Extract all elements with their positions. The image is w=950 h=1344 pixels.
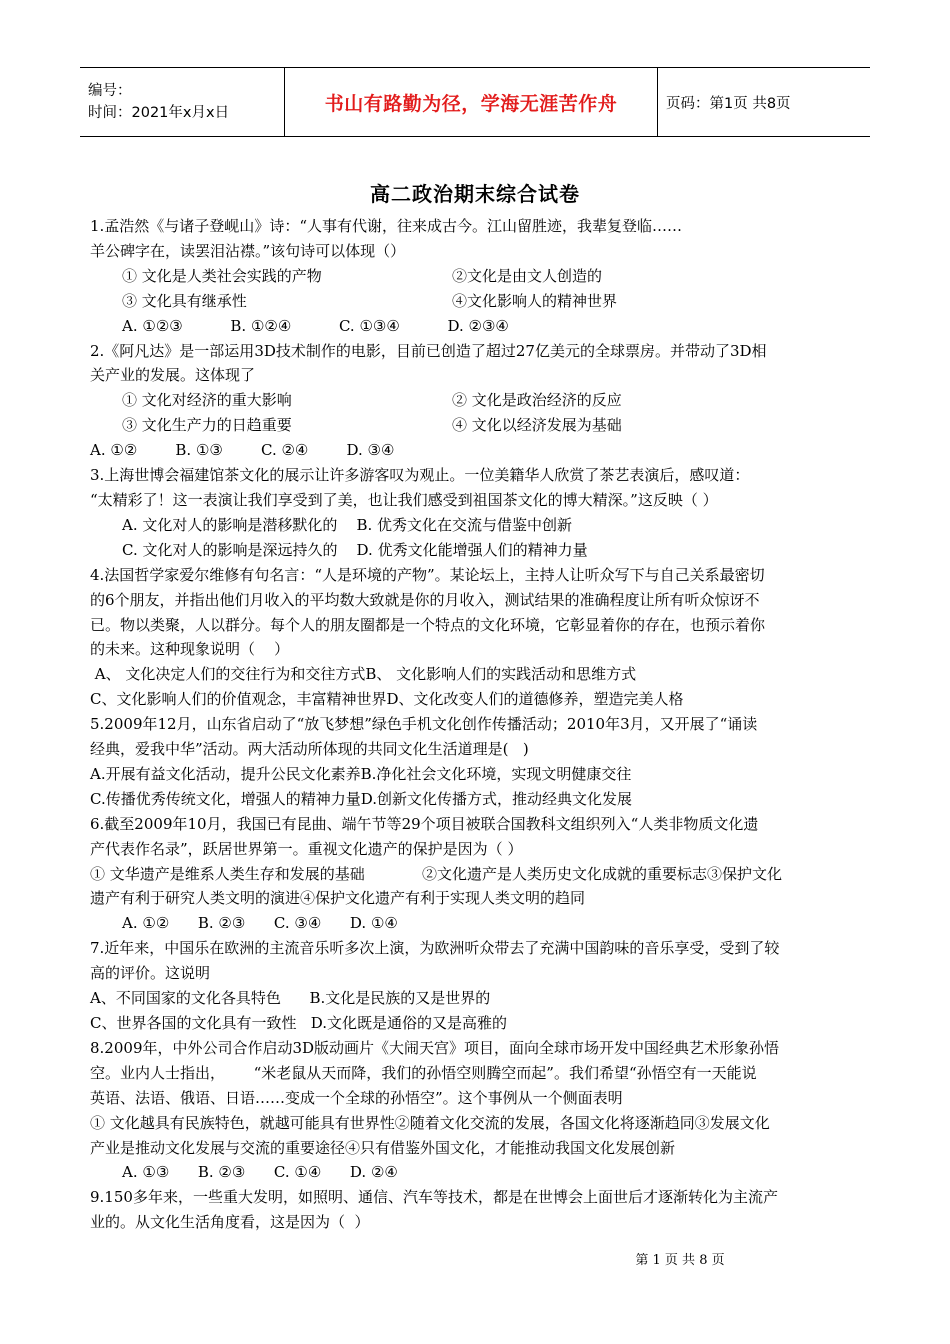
q1-option-4: ④文化影响人的精神世界	[452, 291, 618, 310]
q8-answers: A. ①③ B. ②③ C. ①④ D. ②④	[122, 1163, 398, 1182]
q7-options-ab: A、不同国家的文化各具特色 B.文化是民族的又是世界的	[90, 989, 491, 1008]
q2-option-2: ② 文化是政治经济的反应	[452, 391, 622, 410]
q2-options-row-1	[90, 388, 870, 413]
q8-stem-line-1: 8.2009年，中外公司合作启动3D版动画片《大闹天宫》项目，面向全球市场开发中国经典艺术形象孙悟	[90, 1038, 780, 1057]
q5-options-ab: A.开展有益文化活动，提升公民文化素养B.净化社会文化环境，实现文明健康交往	[90, 764, 632, 783]
document-title: 高二政治期末综合试卷	[370, 182, 580, 206]
q1-option-3: ③ 文化具有继承性	[122, 291, 247, 310]
q2-option-4: ④ 文化以经济发展为基础	[452, 416, 622, 435]
page-footer: 第 1 页 共 8 页	[635, 1253, 725, 1268]
time-label: 时间：2021年x月x日	[88, 105, 230, 121]
q4-stem-line-4: 的未来。这种现象说明（ ）	[90, 640, 290, 659]
q9-stem-line-1: 9.150多年来，一些重大发明，如照明、通信、汽车等技术，都是在世博会上面世后才逐渐转化为主流产	[90, 1188, 778, 1207]
q3-options-ab: A. 文化对人的影响是潜移默化的 B. 优秀文化在交流与借鉴中创新	[122, 515, 573, 534]
q2-stem-line-2: 关产业的发展。这体现了	[90, 366, 256, 385]
q1-answers: A. ①②③ B. ①②④ C. ①③④ D. ②③④	[122, 316, 509, 335]
q1-options-row-2	[90, 289, 870, 314]
q3-stem-line-2: “太精彩了！这一表演让我们享受到了美，也让我们感受到祖国茶文化的博大精深。”这反映（ ）	[90, 490, 718, 509]
q4-stem-line-2: 的6个朋友，并指出他们月收入的平均数大致就是你的月收入，测试结果的准确程度让所有听众惊讶不	[90, 590, 760, 609]
number-label: 编号：	[88, 83, 132, 99]
q8-options-line-2: 产业是推动文化发展与交流的重要途径④只有借鉴外国文化，才能推动我国文化发展创新	[90, 1138, 676, 1157]
q8-stem-line-3: 英语、法语、俄语、日语……变成一个全球的孙悟空”。这个事例从一个侧面表明	[90, 1088, 623, 1107]
q4-stem-line-1: 4.法国哲学家爱尔维修有句名言：“人是环境的产物”。某论坛上，主持人让听众写下与自己关系最密切	[90, 565, 765, 584]
q5-stem-line-2: 经典，爱我中华”活动。两大活动所体现的共同文化生活道理是( )	[90, 740, 529, 759]
q6-stem-line-1: 6.截至2009年10月，我国已有昆曲、端午节等29个项目被联合国教科文组织列入“人类非物质文化遗	[90, 814, 759, 833]
q1-option-1: ① 文化是人类社会实践的产物	[122, 266, 322, 285]
q3-options-cd: C. 文化对人的影响是深远持久的 D. 优秀文化能增强人们的精神力量	[122, 540, 588, 559]
q7-options-cd: C、世界各国的文化具有一致性 D.文化既是通俗的又是高雅的	[90, 1014, 508, 1032]
q4-options-ab: A、 文化决定人们的交往行为和交往方式B、 文化影响人们的实践活动和思维方式	[90, 665, 637, 684]
q4-stem-line-3: 已。物以类聚，人以群分。每个人的朋友圈都是一个特点的文化环境，它彰显着你的存在，也预示着你	[90, 615, 766, 634]
q2-option-1: ① 文化对经济的重大影响	[122, 391, 292, 410]
q6-options-line-1: ① 文华遗产是维系人类生存和发展的基础 ②文化遗产是人类历史文化成就的重要标志③保护文化	[90, 864, 782, 883]
q2-option-3: ③ 文化生产力的日趋重要	[122, 416, 292, 435]
q7-stem-line-2: 高的评价。这说明	[90, 964, 211, 983]
q1-stem-line-2: 羊公碑字在，读罢泪沾襟。”该句诗可以体现（）	[90, 241, 406, 260]
q9-stem-line-2: 业的。从文化生活角度看，这是因为（ ）	[90, 1213, 370, 1232]
q8-options-line-1: ① 文化越具有民族特色，就越可能具有世界性②随着文化交流的发展，各国文化将逐渐趋同③发展文化	[90, 1113, 770, 1132]
q2-options-row-2	[90, 413, 870, 438]
q2-stem-line-1: 2.《阿凡达》是一部运用3D技术制作的电影，目前已创造了超过27亿美元的全球票房。并带动了3D相	[90, 341, 767, 360]
q6-stem-line-2: 产代表作名录”，跃居世界第一。重视文化遗产的保护是因为（ ）	[90, 839, 523, 858]
q7-stem-line-1: 7.近年来，中国乐在欧洲的主流音乐听多次上演，为欧洲听众带去了充满中国韵味的音乐享受，受到了较	[90, 939, 780, 958]
q6-answers: A. ①② B. ②③ C. ③④ D. ①④	[122, 914, 398, 933]
q5-options-cd: C.传播优秀传统文化，增强人的精神力量D.创新文化传播方式，推动经典文化发展	[90, 789, 632, 808]
q3-stem-line-1: 3.上海世博会福建馆茶文化的展示让许多游客叹为观止。一位美籍华人欣赏了茶艺表演后，感叹道：	[90, 466, 750, 485]
q1-options-row-1	[90, 264, 870, 289]
q8-stem-line-2: 空。业内人士指出， “米老鼠从天而降，我们的孙悟空则腾空而起”。我们希望“孙悟空有一天能说	[90, 1063, 757, 1082]
q6-options-line-2: 遗产有利于研究人类文明的演进④保护文化遗产有利于实现人类文明的趋同	[90, 889, 586, 908]
header-motto: 书山有路勤为径，学海无涯苦作舟	[284, 68, 658, 136]
q4-options-cd: C、文化影响人们的价值观念，丰富精神世界D、文化改变人们的道德修养，塑造完美人格	[90, 690, 684, 709]
header-page-info: 页码：第1页 共8页	[666, 95, 791, 112]
q1-option-2: ②文化是由文人创造的	[452, 266, 603, 285]
q2-answers: A. ①② B. ①③ C. ②④ D. ③④	[90, 441, 395, 460]
q1-stem-line-1: 1.孟浩然《与诸子登岘山》诗：“人事有代谢，往来成古今。江山留胜迹，我辈复登临……	[90, 217, 682, 235]
header-meta	[80, 68, 284, 136]
page-header	[80, 67, 870, 137]
question-list	[90, 214, 870, 1235]
q5-stem-line-1: 5.2009年12月，山东省启动了“放飞梦想”绿色手机文化创作传播活动；2010年3月，又开展了“诵读	[90, 715, 758, 734]
